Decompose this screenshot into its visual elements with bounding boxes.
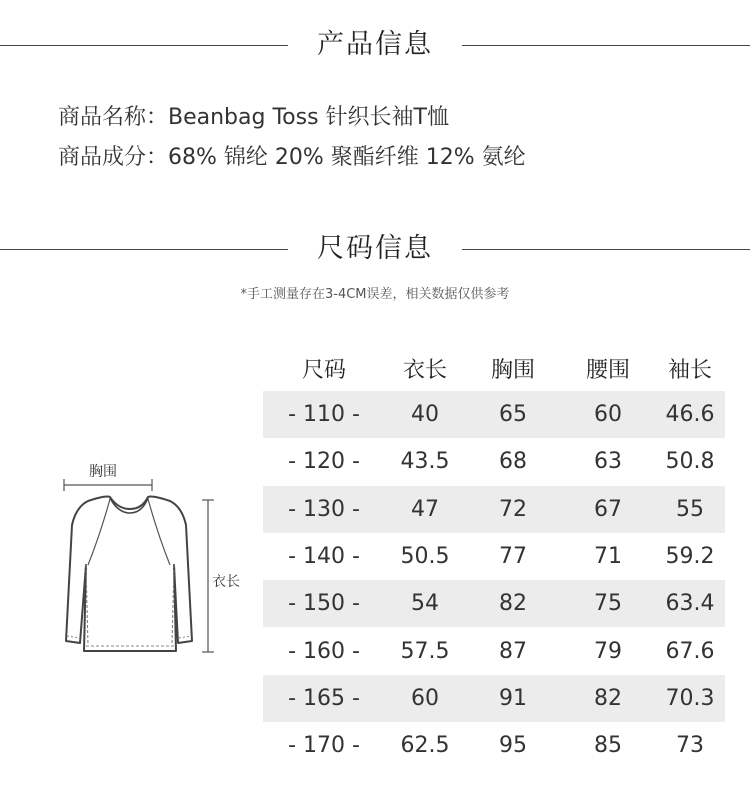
size-cell: - 130 - [288,496,360,522]
size-cell: - 160 - [288,638,360,664]
length-label: 衣长 [212,574,240,590]
size-cell: - 120 - [288,449,360,475]
waist-cell: 79 [594,638,622,664]
table-row [263,486,725,533]
waist-cell: 85 [594,733,622,759]
table-row [263,675,725,722]
chest-cell: 87 [499,638,527,664]
table-row [263,391,725,438]
table-row [263,722,725,769]
table-row [263,580,725,627]
waist-cell: 71 [594,544,622,570]
waist-cell: 67 [594,496,622,522]
chest-cell: 82 [499,591,527,617]
length-cell: 62.5 [400,733,450,759]
length-cell: 57.5 [400,638,450,664]
size-cell: - 165 - [288,685,360,711]
chest-label: 胸围 [89,464,117,480]
chest-cell: 65 [499,402,527,428]
product-composition-line: 商品成分：68% 锦纶 20% 聚酯纤维 12% 氨纶 [58,145,526,170]
sleeve-cell: 50.8 [665,449,715,475]
divider-line [462,45,750,46]
length-cell: 43.5 [400,449,450,475]
shirt-diagram [40,455,260,665]
size-cell: - 110 - [288,402,360,428]
length-cell: 60 [411,685,439,711]
waist-cell: 75 [594,591,622,617]
measurement-note: *手工测量存在3-4CM误差，相关数据仅供参考 [240,287,510,302]
long-sleeve-shirt-icon [40,455,260,665]
divider-line [462,249,750,250]
header-sleeve: 袖长 [667,357,712,383]
sleeve-cell: 46.6 [665,402,715,428]
product-name-line: 商品名称：Beanbag Toss 针织长袖T恤 [58,105,449,130]
table-row [263,627,725,674]
waist-cell: 82 [594,685,622,711]
sleeve-cell: 59.2 [665,544,715,570]
length-cell: 50.5 [400,544,450,570]
chest-cell: 68 [499,449,527,475]
chest-cell: 91 [499,685,527,711]
product-info-header [0,25,750,65]
header-size: 尺码 [301,357,346,383]
size-cell: - 140 - [288,544,360,570]
waist-cell: 60 [594,402,622,428]
table-row [263,438,725,485]
chest-cell: 95 [499,733,527,759]
header-chest: 胸围 [490,357,535,383]
size-cell: - 170 - [288,733,360,759]
waist-cell: 63 [594,449,622,475]
chest-cell: 72 [499,496,527,522]
header-length: 衣长 [402,357,447,383]
length-cell: 40 [411,402,439,428]
size-info-header [0,229,750,269]
header-waist: 腰围 [585,357,630,383]
table-row [263,533,725,580]
chest-cell: 77 [499,544,527,570]
product-info-title: 产品信息 [317,29,433,60]
sleeve-cell: 63.4 [665,591,715,617]
sleeve-cell: 67.6 [665,638,715,664]
sleeve-cell: 55 [676,496,704,522]
sleeve-cell: 70.3 [665,685,715,711]
size-info-title: 尺码信息 [317,233,433,264]
length-cell: 54 [411,591,439,617]
size-cell: - 150 - [288,591,360,617]
size-table [263,345,725,769]
sleeve-cell: 73 [676,733,704,759]
table-header-row [263,345,725,391]
length-cell: 47 [411,496,439,522]
